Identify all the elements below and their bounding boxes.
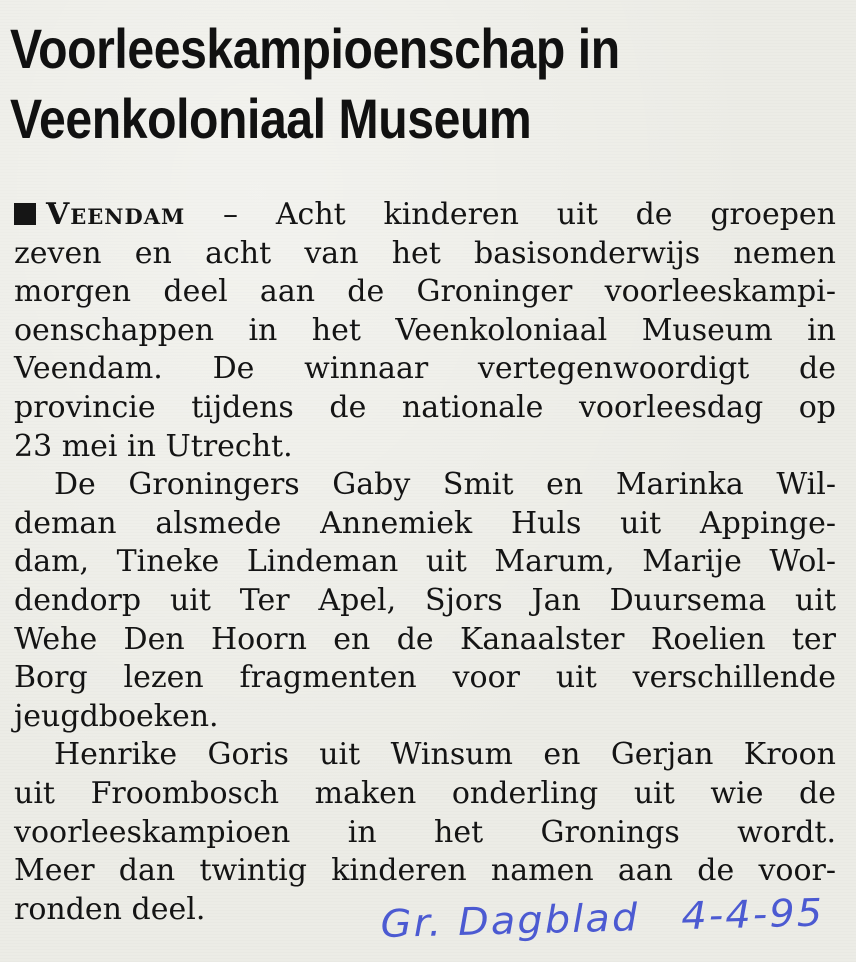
paragraph-1-text: – Acht kinderen uit de groepen <box>223 197 836 232</box>
paragraph-3-line-2: uit Froombosch maken onderling uit wie de <box>14 775 836 811</box>
paragraph-1-line-3: morgen deel aan de Groninger voorleeskampi- <box>14 274 836 310</box>
handwritten-source: Gr. Dagblad <box>380 895 640 946</box>
paragraph-1-line-7: 23 mei in Utrecht. <box>14 428 293 464</box>
paragraph-2-line-3: dam, Tineke Lindeman uit Marum, Marije Wol- <box>14 544 836 580</box>
paragraph-2-line-7: jeugdboeken. <box>14 698 219 734</box>
paragraph-2-line-2: deman alsmede Annemiek Huls uit Appinge- <box>14 505 836 541</box>
paragraph-3-line-5: ronden deel. <box>14 891 206 927</box>
paragraph-1-line-2: zeven en acht van het basisonderwijs nemen <box>14 235 836 271</box>
article-headline <box>10 14 620 154</box>
paragraph-3-line-1: Henrike Goris uit Winsum en Gerjan Kroon <box>54 737 836 773</box>
paragraph-3-line-3: voorleeskampioen in het Gronings wordt. <box>14 814 836 850</box>
dateline: Veendam <box>46 197 186 232</box>
paragraph-3-line-4: Meer dan twintig kinderen namen aan de voor- <box>14 853 836 889</box>
headline-line-2: Veenkoloniaal Museum <box>10 87 532 150</box>
handwritten-date: 4-4-95 <box>680 890 825 939</box>
headline-line-1: Voorleeskampioenschap in <box>10 17 620 80</box>
paragraph-1-line-5: Veendam. De winnaar vertegenwoordigt de <box>14 351 836 387</box>
paragraph-1-line-1 <box>14 196 836 235</box>
paragraph-2-line-6: Borg lezen fragmenten voor uit verschillende <box>14 660 836 696</box>
paragraph-2-line-5: Wehe Den Hoorn en de Kanaalster Roelien ter <box>14 621 836 657</box>
paragraph-1-line-4: oenschappen in het Veenkoloniaal Museum in <box>14 312 836 348</box>
paragraph-2-line-1: De Groningers Gaby Smit en Marinka Wil- <box>54 467 836 503</box>
paragraph-2-line-4: dendorp uit Ter Apel, Sjors Jan Duursema uit <box>14 582 836 618</box>
article-body <box>14 196 836 929</box>
bullet-square-icon <box>14 203 36 225</box>
paragraph-1-line-6: provincie tijdens de nationale voorleesdag op <box>14 389 836 425</box>
